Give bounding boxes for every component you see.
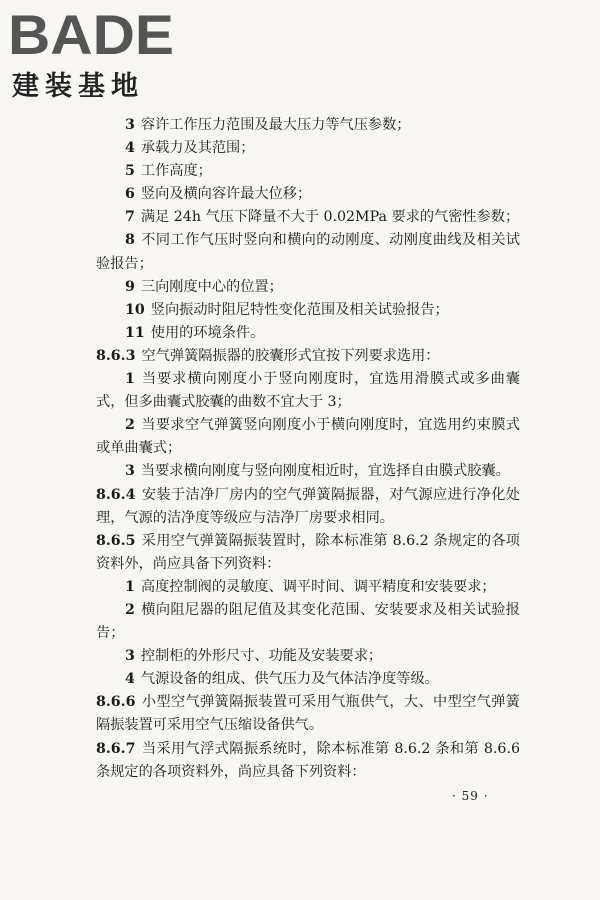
list-item [96, 114, 520, 137]
list-item-number: 3 [125, 463, 135, 480]
list-item-number: 1 [125, 371, 135, 388]
list-item-text: 当要求空气弹簧竖向刚度小于横向刚度时，宜选用约束膜式或单曲囊式； [96, 417, 520, 457]
list-item-text: 高度控制阀的灵敏度、调平时间、调平精度和安装要求； [140, 578, 496, 595]
clause-8-6-7-number: 8.6.7 [96, 740, 136, 757]
bade-logo [8, 4, 178, 103]
list-item-text: 控制柜的外形尺寸、功能及安装要求； [140, 648, 383, 665]
list-item [96, 668, 520, 691]
clause-8-6-4-text: 安装于洁净厂房内的空气弹簧隔振器，对气源应进行净化处理，气源的洁净度等级应与洁净厂房要求相同。 [96, 486, 520, 526]
list-item-number: 3 [125, 117, 135, 133]
list-item-text: 三向刚度中心的位置； [140, 278, 283, 295]
list-item-text: 横向阻尼器的阻尼值及其变化范围、安装要求及相关试验报告； [96, 601, 520, 642]
list-item [96, 229, 520, 275]
list-item-text: 满足 24h 气压下降量不大于 0.02MPa 要求的气密性参数； [140, 209, 520, 226]
list-item-text: 不同工作气压时竖向和横向的动刚度、动刚度曲线及相关试验报告； [96, 232, 520, 272]
clause-8-6-4-number: 8.6.4 [96, 486, 136, 503]
clause-8-6-3 [96, 345, 520, 368]
list-item [96, 368, 520, 414]
list-item-number: 9 [125, 278, 135, 295]
clause-8-6-7-text: 当采用气浮式隔振系统时，除本标准第 8.6.2 条和第 8.6.6 条规定的各项资料外，尚应具备下列资料： [96, 740, 520, 780]
list-item-number: 10 [125, 301, 145, 318]
list-item [96, 460, 520, 483]
list-item-number: 4 [125, 671, 135, 688]
list-item-number: 4 [125, 140, 135, 157]
list-item-number: 2 [125, 601, 135, 618]
clause-8-6-6 [96, 691, 520, 737]
list-item-number: 6 [125, 186, 135, 203]
list-item-text: 竖向及横向容许最大位移； [140, 186, 312, 203]
list-item [96, 599, 520, 645]
clause-8-6-5-text: 采用空气弹簧隔振装置时，除本标准第 8.6.2 条规定的各项资料外，尚应具备下列资料： [96, 532, 520, 572]
list-item-number: 7 [125, 209, 135, 226]
list-item [96, 576, 520, 599]
list-item [96, 276, 520, 299]
clause-8-6-6-number: 8.6.6 [96, 694, 136, 711]
list-item [96, 183, 520, 206]
clause-8-6-5-number: 8.6.5 [96, 532, 136, 549]
list-item-text: 工作高度； [140, 163, 212, 180]
list-item [96, 645, 520, 668]
list-item-number: 2 [125, 417, 135, 434]
list-item-text: 容许工作压力范围及最大压力等气压参数； [140, 117, 411, 133]
list-item-text: 气源设备的组成、供气压力及气体洁净度等级。 [140, 671, 439, 688]
list-item-number: 1 [125, 578, 135, 595]
list-item-text: 当要求横向刚度小于竖向刚度时，宜选用滑膜式或多曲囊式，但多曲囊式胶囊的曲数不宜大于 3； [96, 371, 520, 411]
list-item-number: 5 [125, 163, 135, 180]
clause-8-6-3-text: 空气弹簧隔振器的胶囊形式宜按下列要求选用： [141, 347, 440, 364]
list-item [96, 414, 520, 460]
list-item-number: 8 [125, 232, 135, 249]
svg-text:BADE: BADE [8, 4, 175, 62]
list-item-number: 3 [125, 648, 135, 665]
list-item-text: 当要求横向刚度与竖向刚度相近时，宜选择自由膜式胶囊。 [140, 463, 510, 480]
list-item-number: 11 [125, 324, 145, 341]
clause-8-6-3-number: 8.6.3 [96, 347, 136, 364]
page-number: · 59 · [452, 789, 489, 803]
list-item-text: 使用的环境条件。 [150, 324, 265, 341]
clause-8-6-4 [96, 484, 520, 530]
list-item [96, 322, 520, 345]
list-item [96, 160, 520, 183]
document-body [96, 114, 520, 784]
bade-wordmark-icon [8, 4, 178, 62]
list-item-text: 竖向振动时阻尼特性变化范围及相关试验报告； [150, 301, 449, 318]
clause-8-6-6-text: 小型空气弹簧隔振装置可采用气瓶供气，大、中型空气弹簧隔振装置可采用空气压缩设备供气。 [96, 694, 520, 734]
clause-8-6-5 [96, 530, 520, 576]
list-item [96, 206, 520, 229]
list-item [96, 299, 520, 322]
logo-subtitle: 建装基地 [12, 71, 144, 102]
list-item [96, 137, 520, 160]
clause-8-6-7 [96, 738, 520, 784]
list-item-text: 承载力及其范围； [140, 140, 255, 157]
